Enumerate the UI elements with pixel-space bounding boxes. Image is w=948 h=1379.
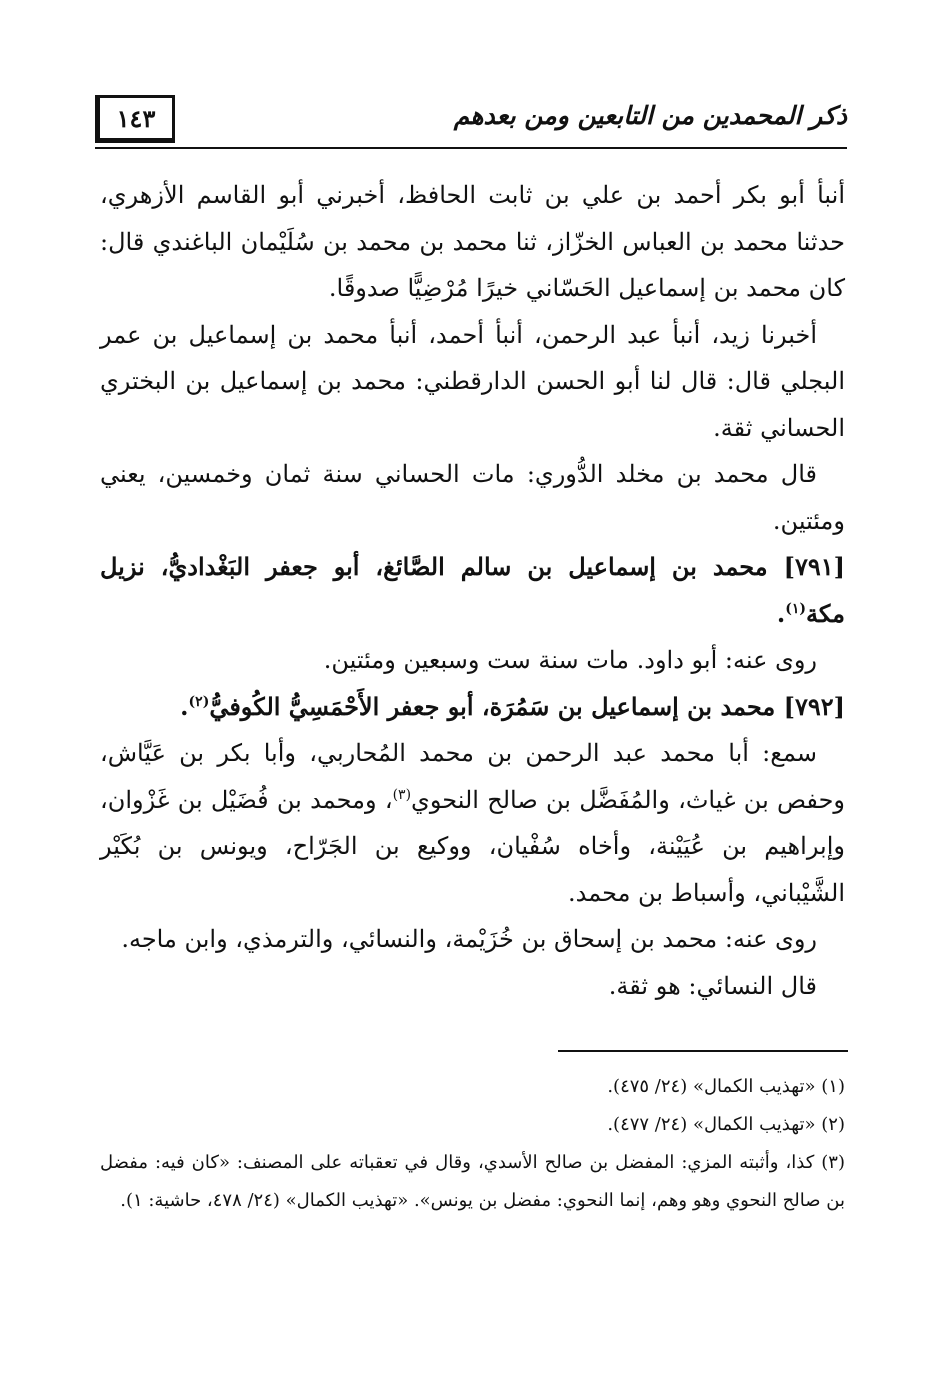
page-number: ١٤٣ (95, 95, 175, 143)
footnote-marker: (١) (785, 600, 807, 617)
footnote-marker: (٣) (392, 786, 412, 803)
entry-end: . (180, 691, 189, 721)
paragraph-text: روى عنه: محمد بن إسحاق بن خُزَيْمة، والنسائي، والترمذي، وابن ماجه. (121, 925, 817, 953)
paragraph (100, 312, 845, 452)
footnote: (٣) كذا، وأثبته المزي: المفضل بن صالح الأسدي، وقال في تعقباته على المصنف: «كان فيه: مفضل بن صالح النحوي وهو وهم، إنما النحوي: مفضل بن يونس». «تهذيب الكمال» (٢٤/ ٤٧٨، حاشية: ١). (100, 1152, 845, 1211)
footnotes (100, 1068, 845, 1220)
main-text (100, 172, 845, 1009)
paragraph (100, 963, 845, 1010)
paragraph-text: قال محمد بن مخلد الدُّوري: مات الحساني سنة ثمان وخمسين، يعني ومئتين. (100, 460, 845, 535)
paragraph-text: أنبأ أبو بكر أحمد بن علي بن ثابت الحافظ، أخبرني أبو القاسم الأزهري، حدثنا محمد بن العباس الخزّاز، ثنا محمد بن محمد بن سُلَيْمان الباغندي قال: كان محمد بن إسماعيل الحَسّاني خيرًا مُرْضِيًّا صدوقًا. (100, 181, 845, 302)
entry-heading (100, 544, 845, 637)
paragraph (100, 172, 845, 312)
footnote: (١) «تهذيب الكمال» (٢٤/ ٤٧٥). (607, 1076, 845, 1097)
entry-title: [٧٩٢] محمد بن إسماعيل بن سَمُرَة، أبو جعفر الأَحْمَسِيُّ الكُوفيُّ (209, 691, 845, 721)
entry-title: [٧٩١] محمد بن إسماعيل بن سالم الصَّائغ، أبو جعفر البَغْداديُّ، نزيل مكة (100, 552, 845, 628)
entry-heading (100, 684, 845, 731)
footnote-divider (558, 1050, 848, 1052)
paragraph-text: روى عنه: أبو داود. مات سنة ست وسبعين ومئتين. (323, 646, 817, 674)
page-header (95, 95, 847, 149)
paragraph (100, 730, 845, 916)
paragraph-text: قال النسائي: هو ثقة. (608, 971, 817, 1000)
paragraph (100, 451, 845, 544)
paragraph-text: سمع: أبا محمد عبد الرحمن بن محمد المُحاربي، وأبا بكر بن عَيَّاش، وحفص بن غياث، والمُفَضَّل بن صالح النحوي (100, 739, 845, 814)
footnote-marker: (٢) (188, 693, 210, 710)
footnote: (٢) «تهذيب الكمال» (٢٤/ ٤٧٧). (607, 1114, 845, 1135)
running-title: ذكر المحمدين من التابعين ومن بعدهم (453, 101, 847, 130)
entry-end: . (776, 598, 786, 628)
paragraph (100, 916, 845, 963)
paragraph-text: أخبرنا زيد، أنبأ عبد الرحمن، أنبأ أحمد، أنبأ محمد بن إسماعيل بن عمر البجلي قال: قال لنا أبو الحسن الدارقطني: محمد بن إسماعيل بن البختري الحساني ثقة. (100, 320, 845, 442)
paragraph (100, 637, 845, 684)
paragraph-text: ، ومحمد بن فُضَيْل بن غَزْوان، وإبراهيم بن عُيَيْنة، وأخاه سُفْيان، ووكيع بن الجَرّاح، ويونس بن بُكَيْر الشَّيْباني، وأسباط بن محمد. (100, 785, 845, 907)
